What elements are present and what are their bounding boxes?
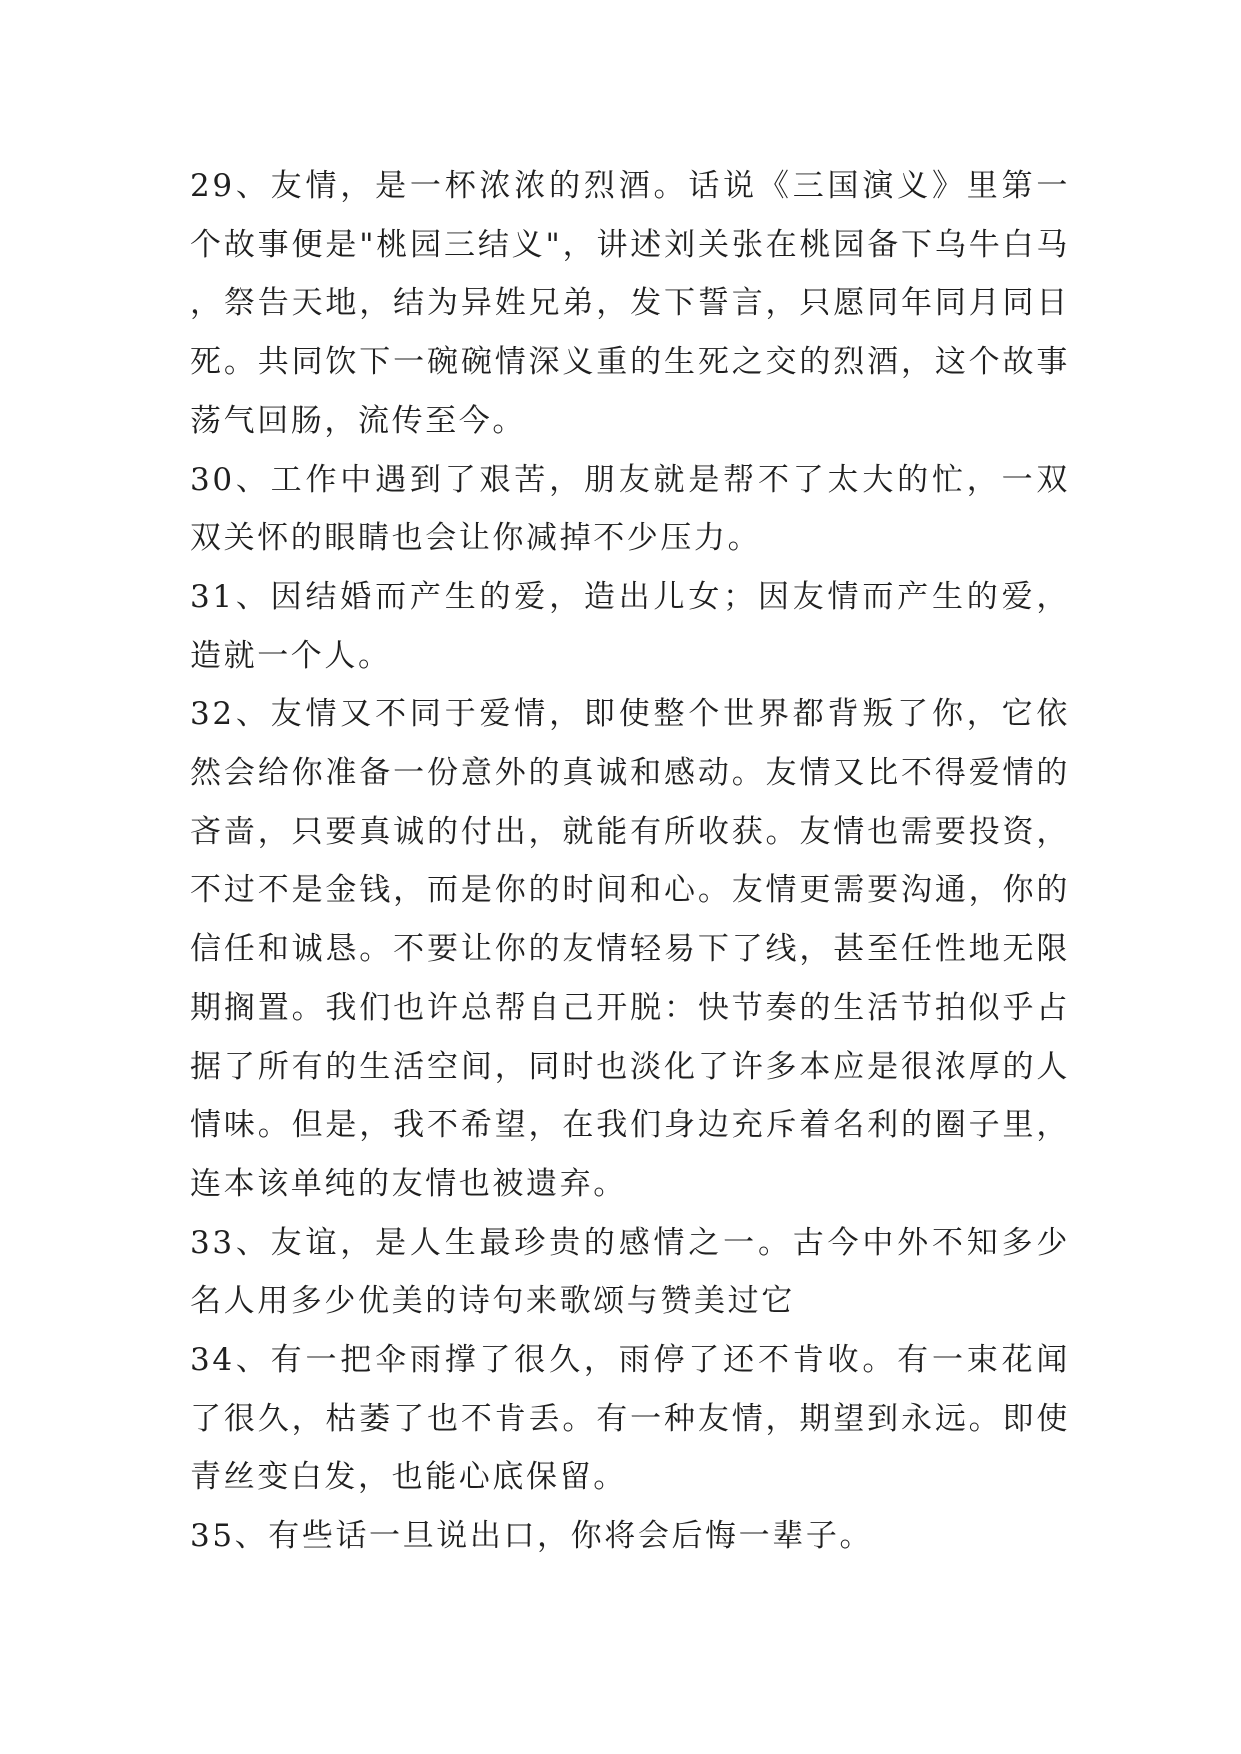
- paragraph-30: 30、工作中遇到了艰苦，朋友就是帮不了太大的忙，一双双关怀的眼睛也会让你减掉不少压力。: [190, 461, 1070, 557]
- paragraph-32: 32、友情又不同于爱情，即使整个世界都背叛了你，它依然会给你准备一份意外的真诚和感动。友情又比不得爱情的吝啬，只要真诚的付出，就能有所收获。友情也需要投资，不过不是金钱，而是你的时间和心。友情更需要沟通，你的信任和诚恳。不要让你的友情轻易下了线，甚至任性地无限期搁置。我们也许总帮自己开脱：快节奏的生活节拍似乎占据了所有的生活空间，同时也淡化了许多本应是很浓厚的人情味。但是，我不希望，在我们身边充斥着名利的圈子里，连本该单纯的友情也被遗弃。: [190, 696, 1070, 1202]
- paragraph-29: 29、友情，是一杯浓浓的烈酒。话说《三国演义》里第一个故事便是"桃园三结义"，讲述刘关张在桃园备下乌牛白马，祭告天地，结为异姓兄弟，发下誓言，只愿同年同月同日死。共同饮下一碗碗情深义重的生死之交的烈酒，这个故事荡气回肠，流传至今。: [190, 168, 1070, 439]
- paragraph-34: 34、有一把伞雨撑了很久，雨停了还不肯收。有一束花闻了很久，枯萎了也不肯丢。有一种友情，期望到永远。即使青丝变白发，也能心底保留。: [190, 1342, 1070, 1496]
- document-body: [190, 157, 1070, 1566]
- paragraph-31: 31、因结婚而产生的爱，造出儿女；因友情而产生的爱，造就一个人。: [190, 578, 1070, 674]
- paragraph-35: 35、有些话一旦说出口，你将会后悔一辈子。: [190, 1518, 874, 1555]
- paragraph-33: 33、友谊，是人生最珍贵的感情之一。古今中外不知多少名人用多少优美的诗句来歌颂与赞美过它: [190, 1224, 1070, 1320]
